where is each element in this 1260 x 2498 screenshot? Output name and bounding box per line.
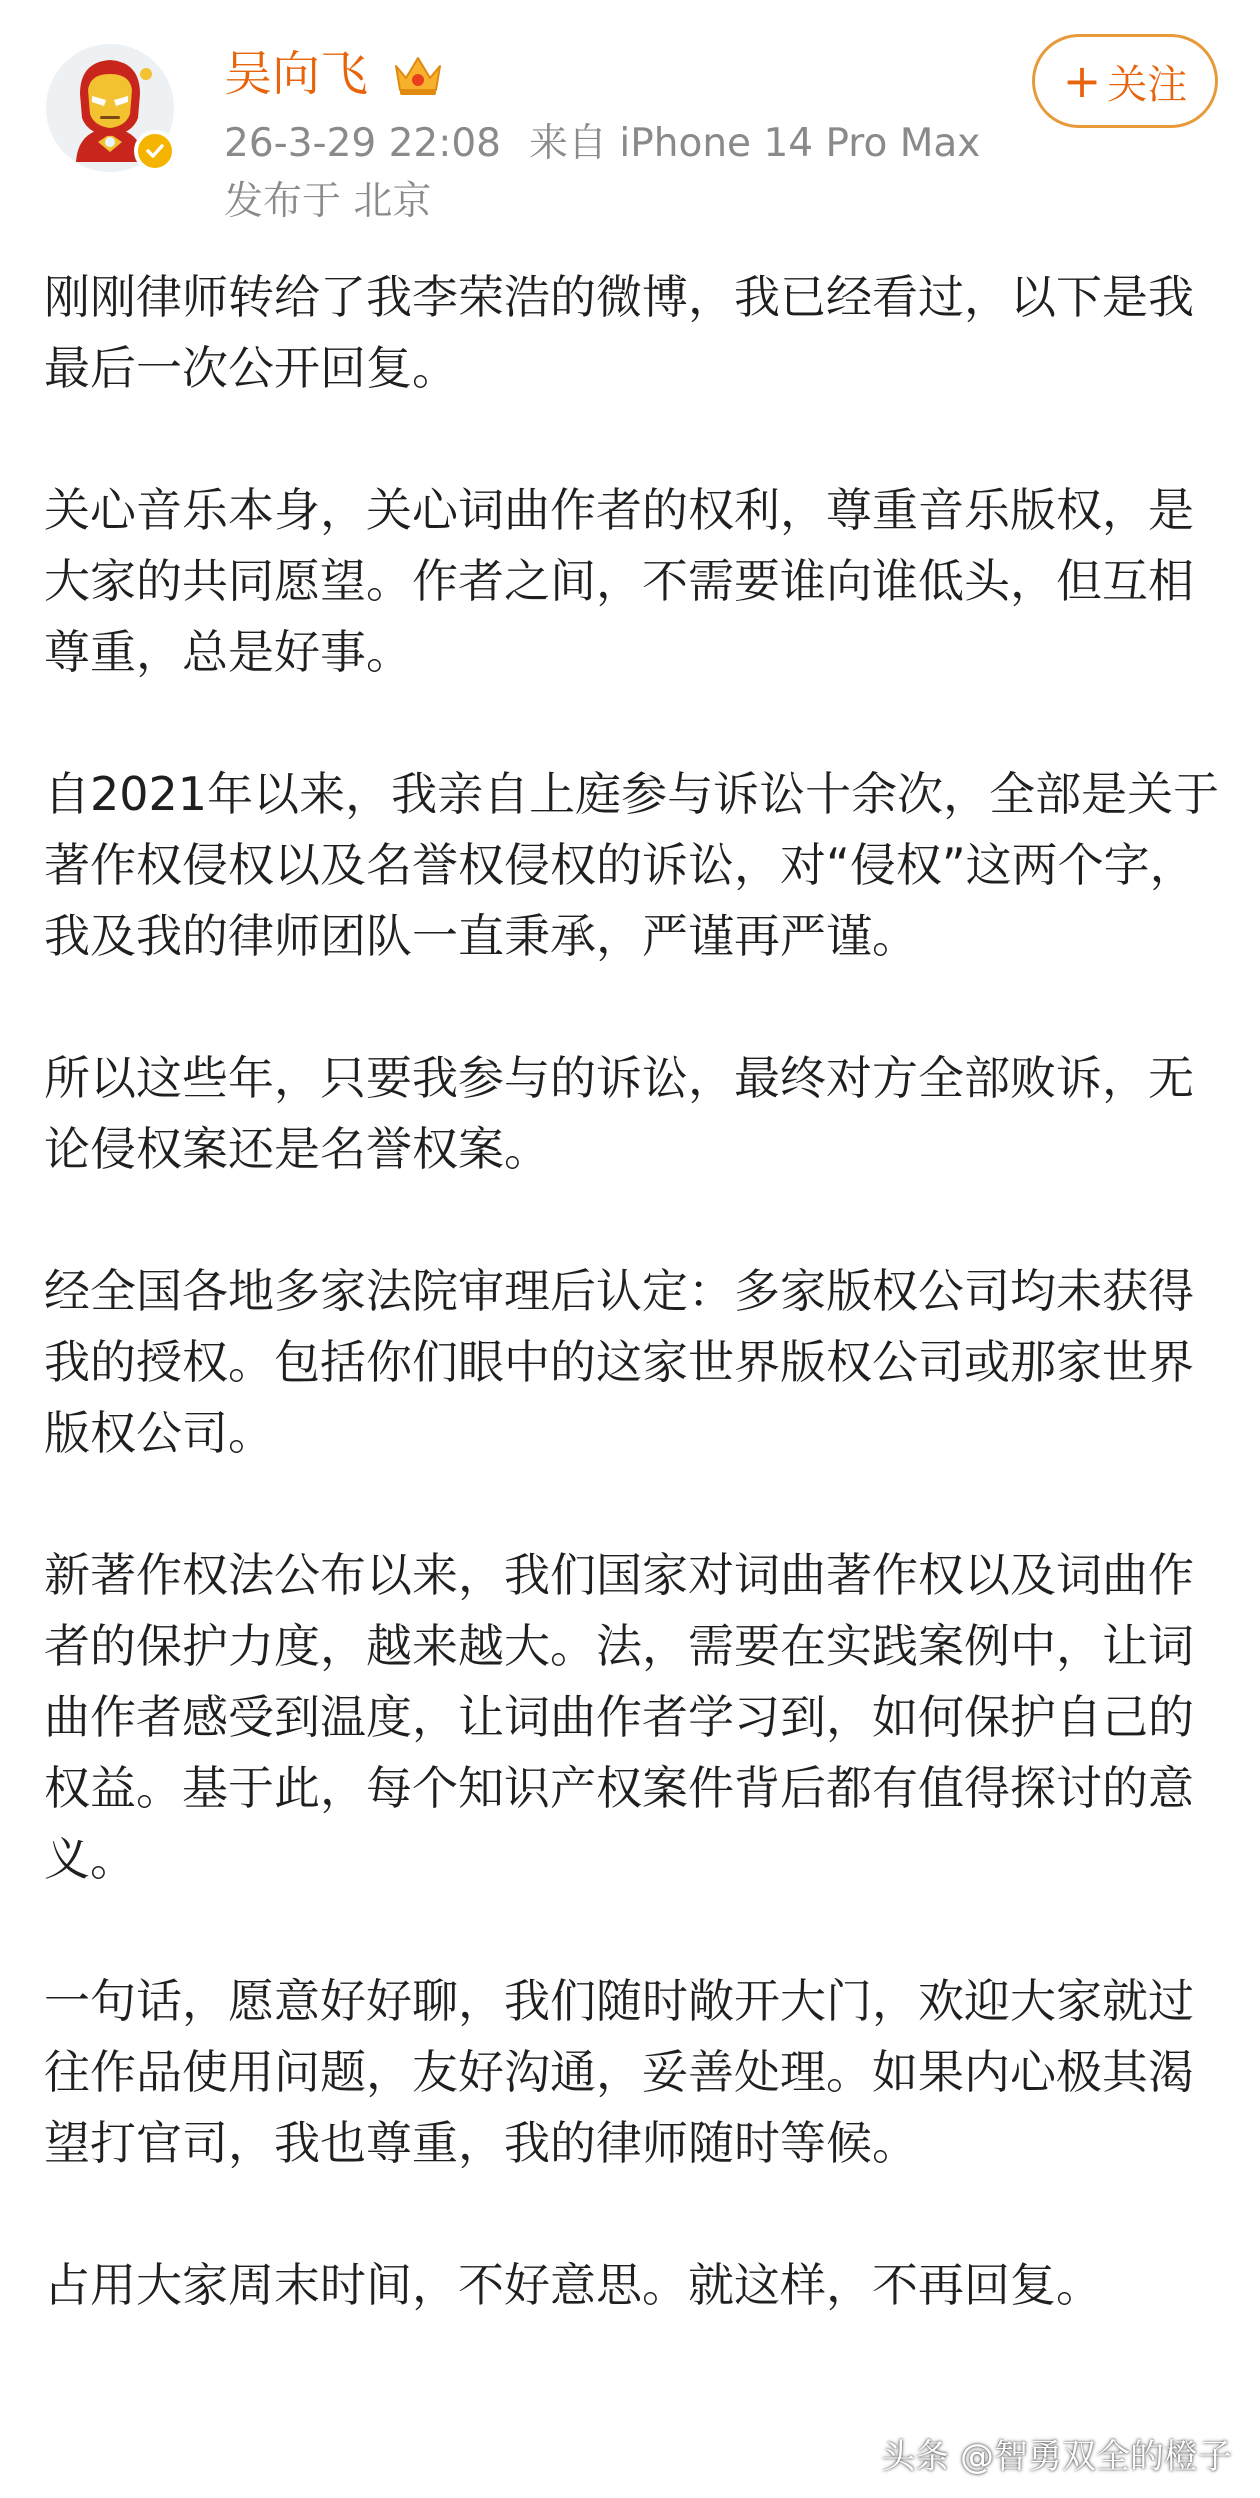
post-header [0,0,1260,240]
post-paragraph: 经全国各地多家法院审理后认定：多家版权公司均未获得我的授权。包括你们眼中的这家世界版权公司或那家世界版权公司。 [44,1264,1194,1460]
post-paragraph: 所以这些年，只要我参与的诉讼，最终对方全部败诉，无论侵权案还是名誉权案。 [44,1051,1194,1176]
post-paragraph: 自2021年以来，我亲自上庭参与诉讼十余次，全部是关于著作权侵权以及名誉权侵权的诉讼，对“侵权”这两个字，我及我的律师团队一直秉承，严谨再严谨。 [44,767,1220,963]
username[interactable]: 吴向飞 [224,46,369,102]
vip-crown-icon [392,50,444,98]
post-paragraph: 占用大家周末时间，不好意思。就这样，不再回复。 [44,2258,1102,2312]
post-timestamp: 26-3-29 22:08 [224,121,501,166]
post-body [44,262,1224,2392]
watermark: 头条 @智勇双全的橙子 [881,2437,1232,2477]
plus-icon: + [1062,54,1102,108]
follow-button-label: 关注 [1107,61,1188,108]
follow-button[interactable] [1032,34,1218,128]
post-paragraph: 刚刚律师转给了我李荣浩的微博，我已经看过，以下是我最后一次公开回复。 [44,270,1194,395]
post-source: 来自 iPhone 14 Pro Max [529,121,981,166]
post-paragraph: 关心音乐本身，关心词曲作者的权利，尊重音乐版权，是大家的共同愿望。作者之间，不需要谁向谁低头，但互相尊重，总是好事。 [44,483,1194,679]
post-paragraph: 新著作权法公布以来，我们国家对词曲著作权以及词曲作者的保护力度，越来越大。法，需要在实践案例中，让词曲作者感受到温度，让词曲作者学习到，如何保护自己的权益。基于此，每个知识产权案件背后都有值得探讨的意义。 [44,1548,1194,1886]
post-location: 发布于 北京 [224,179,432,224]
post-meta [224,120,980,168]
verified-badge-icon [134,130,176,172]
post-paragraph: 一句话，愿意好好聊，我们随时敞开大门，欢迎大家就过往作品使用问题，友好沟通，妥善处理。如果内心极其渴望打官司，我也尊重，我的律师随时等候。 [44,1974,1194,2170]
